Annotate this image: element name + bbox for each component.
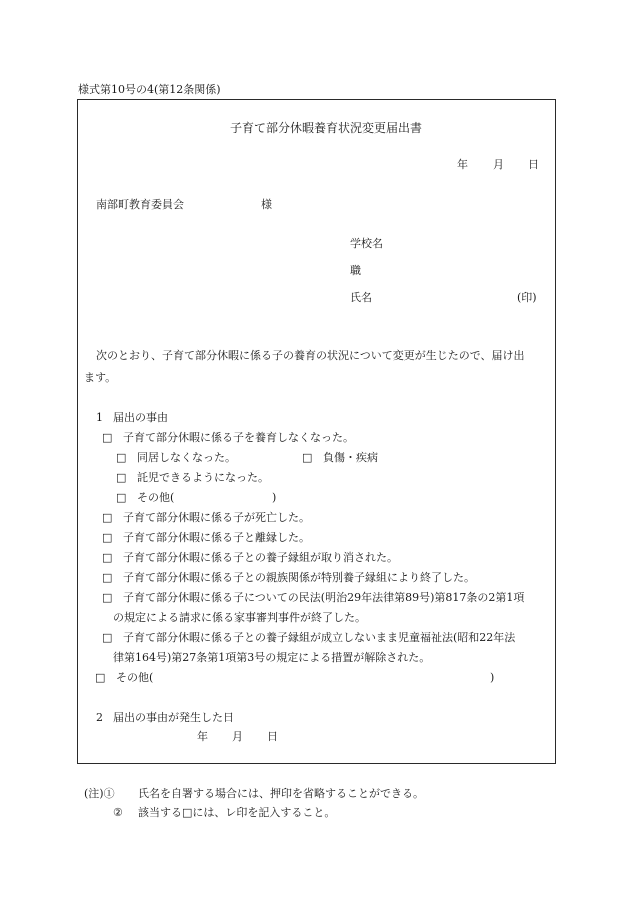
- item8-text: その他(: [116, 671, 154, 684]
- section1-heading: 届出の事由: [113, 411, 168, 424]
- intro-line-2: ます。: [84, 371, 117, 384]
- item5-text: 子育て部分休暇に係る子との親族関係が特別養子縁組により終了した。: [123, 571, 475, 584]
- checkbox[interactable]: □: [102, 431, 113, 444]
- item3: [102, 532, 310, 543]
- checkbox[interactable]: □: [102, 511, 113, 524]
- item5: [102, 572, 475, 583]
- item1: [102, 432, 354, 443]
- sub-item-c: [116, 472, 269, 483]
- checkbox[interactable]: □: [95, 671, 106, 684]
- item6: [102, 592, 524, 603]
- form-title: 子育て部分休暇養育状況変更届出書: [230, 121, 423, 135]
- name-label: 氏名: [350, 291, 372, 304]
- item3-text: 子育て部分休暇に係る子と離縁した。: [123, 531, 310, 544]
- section2-number: 2: [96, 711, 103, 724]
- item4-text: 子育て部分休暇に係る子との養子縁組が取り消された。: [123, 551, 398, 564]
- section2-day: 日: [267, 730, 278, 743]
- item2: [102, 512, 310, 523]
- sub-item-b-text: 負傷・疾病: [323, 451, 378, 464]
- note-2-number: ②: [113, 806, 123, 819]
- item7-text-2: 律第164号)第27条第1項第3号の規定による措置が解除された。: [113, 651, 431, 664]
- seal-mark: (印): [517, 291, 537, 304]
- note-1: 氏名を自署する場合には、押印を省略することができる。: [138, 787, 424, 800]
- date-year: 年: [457, 158, 468, 171]
- note-prefix: (注)①: [84, 787, 115, 800]
- sub-item-c-text: 託児できるようになった。: [137, 471, 269, 484]
- checkbox[interactable]: □: [116, 451, 127, 464]
- form-number: 様式第10号の4(第12条関係): [78, 83, 221, 96]
- intro-line-1: 次のとおり、子育て部分休暇に係る子の養育の状況について変更が生じたので、届け出: [96, 349, 525, 362]
- position-label: 職: [350, 264, 361, 277]
- sub-item-b: [302, 452, 378, 463]
- checkbox[interactable]: □: [102, 531, 113, 544]
- item7: [102, 632, 515, 643]
- section2-year: 年: [197, 730, 208, 743]
- item1-text: 子育て部分休暇に係る子を養育しなくなった。: [123, 431, 354, 444]
- item6-text-1: 子育て部分休暇に係る子についての民法(明治29年法律第89号)第817条の2第1項: [123, 591, 525, 604]
- item4: [102, 552, 398, 563]
- section1-number: 1: [96, 411, 103, 424]
- school-label: 学校名: [350, 237, 383, 250]
- sub-item-d-close: ): [272, 491, 277, 504]
- checkbox[interactable]: □: [302, 451, 313, 464]
- item6-text-2: の規定による請求に係る家事審判事件が終了した。: [113, 611, 366, 624]
- checkbox[interactable]: □: [102, 591, 113, 604]
- checkbox[interactable]: □: [116, 491, 127, 504]
- item2-text: 子育て部分休暇に係る子が死亡した。: [123, 511, 310, 524]
- checkbox[interactable]: □: [116, 471, 127, 484]
- checkbox[interactable]: □: [102, 551, 113, 564]
- date-month: 月: [493, 158, 504, 171]
- addressee-honorific: 様: [261, 198, 272, 211]
- item8-close: ): [490, 671, 495, 684]
- addressee-name: 南部町教育委員会: [96, 198, 184, 211]
- sub-item-d-text: その他(: [137, 491, 175, 504]
- note-2: 該当する□には、レ印を記入すること。: [138, 806, 336, 819]
- sub-item-d: [116, 492, 174, 503]
- section2-heading: 届出の事由が発生した日: [113, 711, 234, 724]
- sub-item-a-text: 同居しなくなった。: [137, 451, 236, 464]
- section2-month: 月: [232, 730, 243, 743]
- date-day: 日: [528, 158, 539, 171]
- checkbox[interactable]: □: [102, 631, 113, 644]
- item7-text-1: 子育て部分休暇に係る子との養子縁組が成立しないまま児童福祉法(昭和22年法: [123, 631, 516, 644]
- sub-item-a: [116, 452, 236, 463]
- item8: [95, 672, 153, 683]
- checkbox[interactable]: □: [102, 571, 113, 584]
